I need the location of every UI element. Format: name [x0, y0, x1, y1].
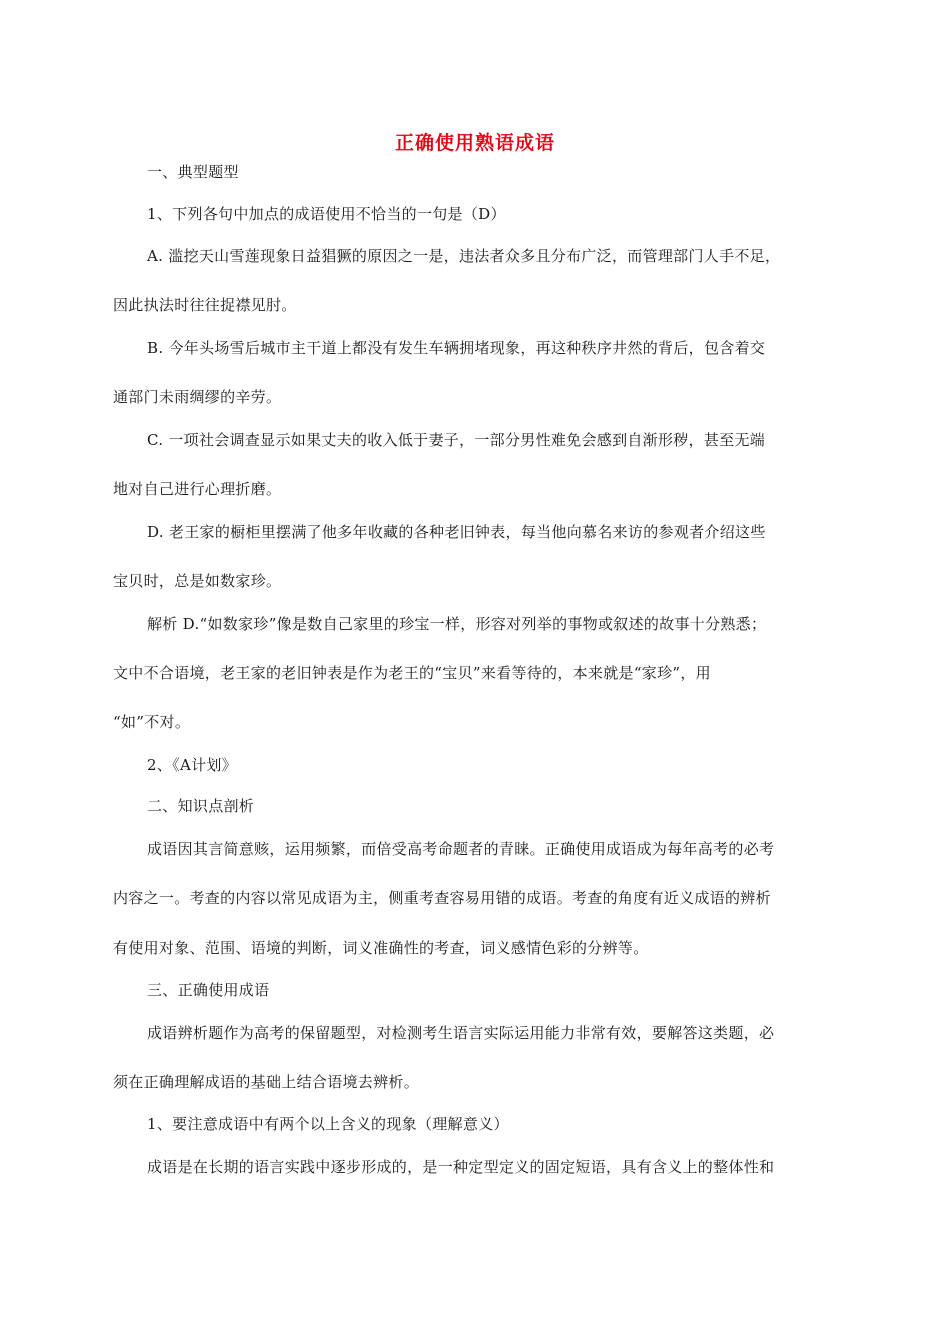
knowledge-para-line-3: 有使用对象、范围、语境的判断，词义准确性的考查，词义感情色彩的分辨等。: [113, 939, 649, 957]
knowledge-para-line-2: 内容之一。考查的内容以常见成语为主，侧重考查容易用错的成语。考查的角度有近义成语的辨析: [113, 889, 771, 907]
analysis-line-2: 文中不合语境，老王家的老旧钟表是作为老王的“宝贝”来看等待的，本来就是“家珍”，用: [113, 664, 711, 682]
analysis-line-3: “如”不对。: [113, 713, 191, 731]
knowledge-para-line-1: 成语因其言简意赅，运用频繁，而倍受高考命题者的青睐。正确使用成语成为每年高考的必考: [147, 840, 775, 858]
option-a-line-2: 因此执法时往往捉襟见肘。: [113, 296, 297, 314]
question-2-stem: 2、《A计划》: [147, 756, 237, 774]
option-b-line-2: 通部门未雨绸缪的辛劳。: [113, 388, 282, 406]
correct-use-para-line-2: 须在正确理解成语的基础上结合语境去辨析。: [113, 1073, 420, 1091]
option-b-line-1: B. 今年头场雪后城市主干道上都没有发生车辆拥堵现象，再这种秩序井然的背后，包含着交: [147, 339, 766, 357]
option-d-line-1: D. 老王家的橱柜里摆满了他多年收藏的各种老旧钟表，每当他向慕名来访的参观者介绍这些: [147, 523, 766, 541]
document-title: 正确使用熟语成语: [394, 132, 555, 154]
section-heading-knowledge: 二、知识点剖析: [147, 797, 255, 815]
section-heading-typical-questions: 一、典型题型: [147, 163, 239, 181]
subheading-multiple-meanings: 1、要注意成语中有两个以上含义的现象（理解意义）: [147, 1115, 509, 1133]
idiom-definition-line-1: 成语是在长期的语言实践中逐步形成的，是一种定型定义的固定短语，具有含义上的整体性和: [147, 1158, 775, 1176]
option-a-line-1: A. 滥挖天山雪莲现象日益猖獗的原因之一是，违法者众多且分布广泛，而管理部门人手不足，: [147, 247, 781, 265]
option-c-line-1: C. 一项社会调查显示如果丈夫的收入低于妻子，一部分男性难免会感到自渐形秽，甚至无端: [147, 431, 766, 449]
question-1-stem: 1、下列各句中加点的成语使用不恰当的一句是（D）: [147, 205, 506, 223]
option-c-line-2: 地对自己进行心理折磨。: [113, 480, 282, 498]
option-d-line-2: 宝贝时，总是如数家珍。: [113, 572, 282, 590]
section-heading-correct-use: 三、正确使用成语: [147, 981, 270, 999]
correct-use-para-line-1: 成语辨析题作为高考的保留题型，对检测考生语言实际运用能力非常有效，要解答这类题，必: [147, 1024, 775, 1042]
analysis-line-1: 解析 D.“如数家珍”像是数自己家里的珍宝一样，形容对列举的事物或叙述的故事十分熟悉；: [147, 615, 767, 633]
